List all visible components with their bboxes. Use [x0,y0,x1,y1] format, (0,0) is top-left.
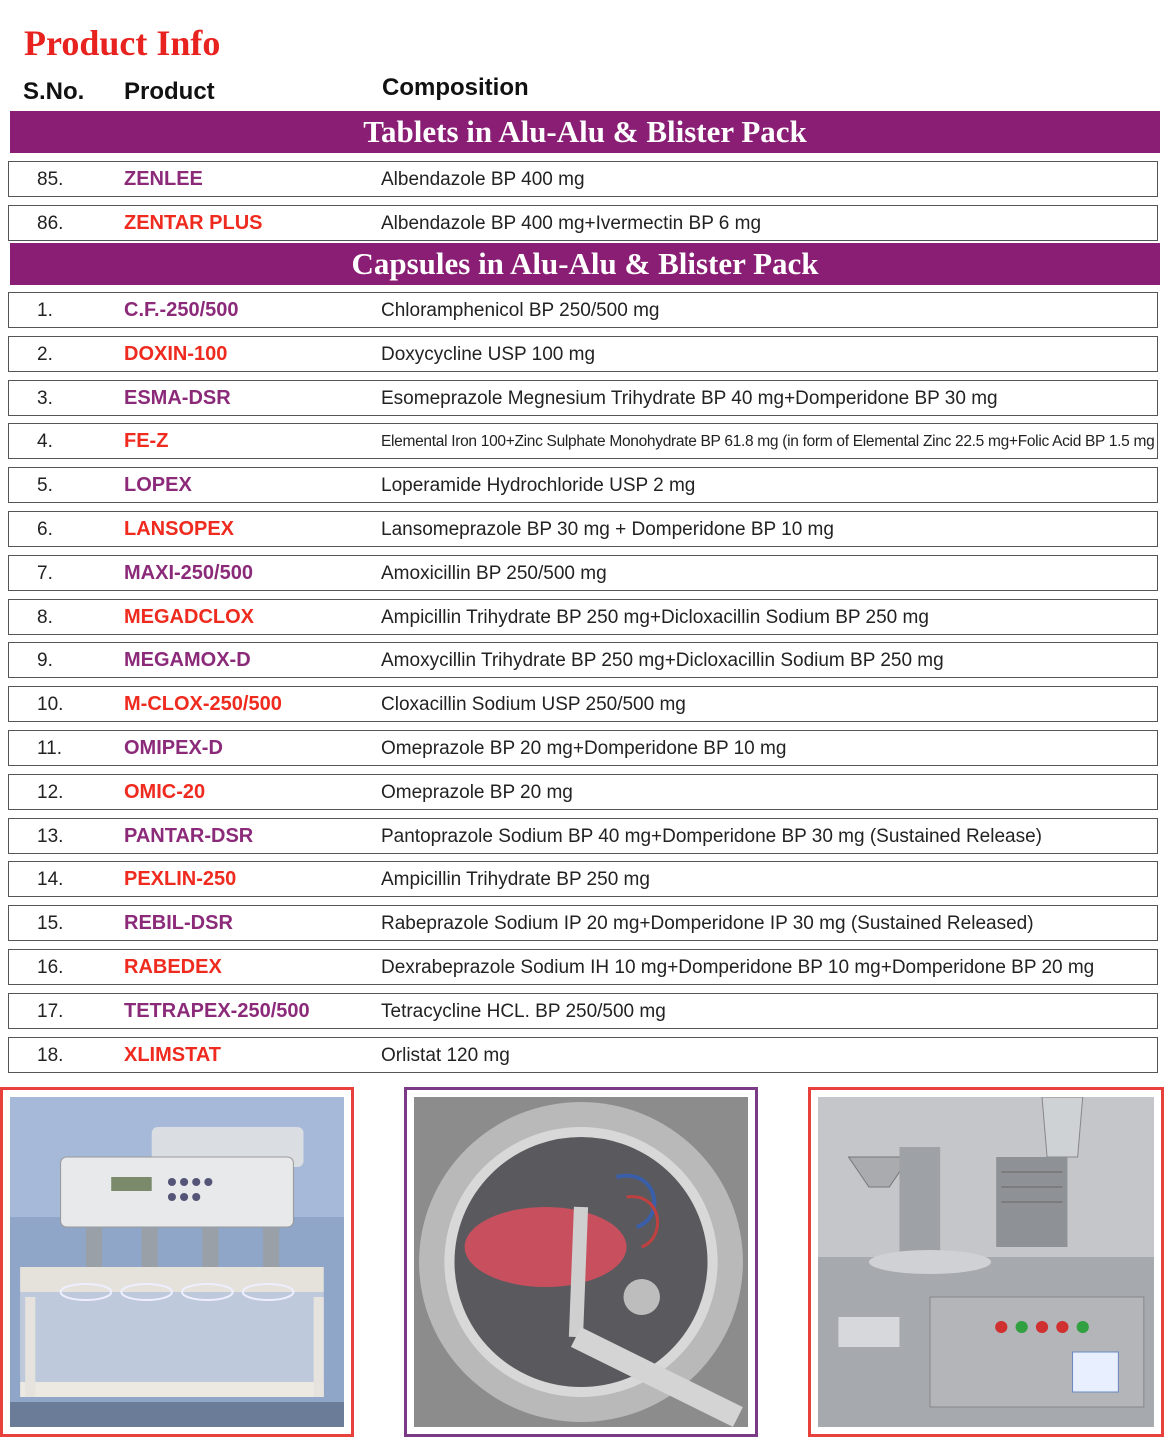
row-composition: Amoxycillin Trihydrate BP 250 mg+Dicloxacillin Sodium BP 250 mg [381,650,944,671]
photo-dissolution-tester [0,1087,354,1437]
row-sno: 10. [37,694,64,715]
row-sno: 86. [37,213,64,234]
table-row [8,511,1158,547]
column-header-product: Product [124,78,215,105]
table-row [8,1037,1158,1073]
coating-pan-image [414,1097,748,1427]
table-row [8,730,1158,766]
table-row [8,423,1158,459]
row-composition: Omeprazole BP 20 mg [381,782,573,803]
row-sno: 4. [37,431,53,452]
row-composition: Omeprazole BP 20 mg+Domperidone BP 10 mg [381,738,787,759]
table-row [8,861,1158,897]
row-composition: Tetracycline HCL. BP 250/500 mg [381,1001,666,1022]
photo-coating-pan [404,1087,758,1437]
row-product-name: DOXIN-100 [124,343,228,365]
row-product-name: TETRAPEX-250/500 [124,1000,310,1022]
row-product-name: OMIPEX-D [124,737,223,759]
row-product-name: REBIL-DSR [124,912,233,934]
table-row [8,555,1158,591]
table-row [8,686,1158,722]
row-product-name: MEGADCLOX [124,606,254,628]
row-sno: 5. [37,475,53,496]
row-sno: 9. [37,650,53,671]
row-composition: Orlistat 120 mg [381,1045,510,1066]
row-composition: Loperamide Hydrochloride USP 2 mg [381,475,696,496]
row-product-name: ZENLEE [124,168,203,190]
row-product-name: FE-Z [124,430,169,452]
row-composition: Amoxicillin BP 250/500 mg [381,563,607,584]
row-product-name: PANTAR-DSR [124,825,254,847]
row-sno: 18. [37,1045,64,1066]
row-composition: Esomeprazole Megnesium Trihydrate BP 40 mg+Domperidone BP 30 mg [381,388,998,409]
table-row [8,599,1158,635]
row-composition: Pantoprazole Sodium BP 40 mg+Domperidone BP 30 mg (Sustained Release) [381,826,1042,847]
row-product-name: MAXI-250/500 [124,562,253,584]
table-row [8,642,1158,678]
row-sno: 3. [37,388,53,409]
dissolution-tester-image [10,1097,344,1427]
row-composition: Dexrabeprazole Sodium IH 10 mg+Domperidone BP 10 mg+Domperidone BP 20 mg [381,957,1095,978]
row-product-name: C.F.-250/500 [124,299,239,321]
photo-capsule-filling-machine [808,1087,1164,1437]
row-sno: 11. [37,738,63,759]
table-row [8,467,1158,503]
row-sno: 85. [37,169,64,190]
table-row [8,380,1158,416]
row-product-name: PEXLIN-250 [124,868,237,890]
row-product-name: ESMA-DSR [124,387,231,409]
table-row [8,336,1158,372]
table-row [8,205,1158,241]
row-sno: 13. [37,826,64,847]
table-row [8,905,1158,941]
capsule-filling-machine-image [818,1097,1154,1427]
row-product-name: XLIMSTAT [124,1044,222,1066]
table-row [8,774,1158,810]
page-title: Product Info [24,23,221,63]
row-composition: Ampicillin Trihydrate BP 250 mg+Dicloxacillin Sodium BP 250 mg [381,607,929,628]
row-sno: 6. [37,519,53,540]
row-product-name: ZENTAR PLUS [124,212,263,234]
row-composition: Chloramphenicol BP 250/500 mg [381,300,660,321]
row-composition: Elemental Iron 100+Zinc Sulphate Monohydrate BP 61.8 mg (in form of Elemental Zinc 22.5 mg+Folic Acid BP 1.5 mg [381,433,1155,450]
row-product-name: LANSOPEX [124,518,235,540]
row-sno: 16. [37,957,64,978]
row-composition: Albendazole BP 400 mg+Ivermectin BP 6 mg [381,213,762,234]
row-product-name: M-CLOX-250/500 [124,693,282,715]
table-row [8,993,1158,1029]
row-sno: 2. [37,344,53,365]
column-header-composition: Composition [382,74,529,101]
row-sno: 8. [37,607,53,628]
section-header: Capsules in Alu-Alu & Blister Pack [10,243,1160,285]
table-row [8,161,1158,197]
row-product-name: MEGAMOX-D [124,649,251,671]
row-composition: Cloxacillin Sodium USP 250/500 mg [381,694,686,715]
row-product-name: RABEDEX [124,956,222,978]
table-row [8,949,1158,985]
table-row [8,818,1158,854]
row-product-name: OMIC-20 [124,781,206,803]
row-sno: 15. [37,913,64,934]
section-header: Tablets in Alu-Alu & Blister Pack [10,111,1160,153]
row-composition: Albendazole BP 400 mg [381,169,585,190]
row-composition: Lansomeprazole BP 30 mg + Domperidone BP 10 mg [381,519,834,540]
row-sno: 17. [37,1001,64,1022]
table-row [8,292,1158,328]
row-composition: Rabeprazole Sodium IP 20 mg+Domperidone IP 30 mg (Sustained Released) [381,913,1034,934]
row-composition: Doxycycline USP 100 mg [381,344,596,365]
row-product-name: LOPEX [124,474,192,496]
column-header-sno: S.No. [23,78,85,105]
row-sno: 14. [37,869,64,890]
row-composition: Ampicillin Trihydrate BP 250 mg [381,869,650,890]
row-sno: 1. [37,300,53,321]
row-sno: 12. [37,782,64,803]
row-sno: 7. [37,563,53,584]
